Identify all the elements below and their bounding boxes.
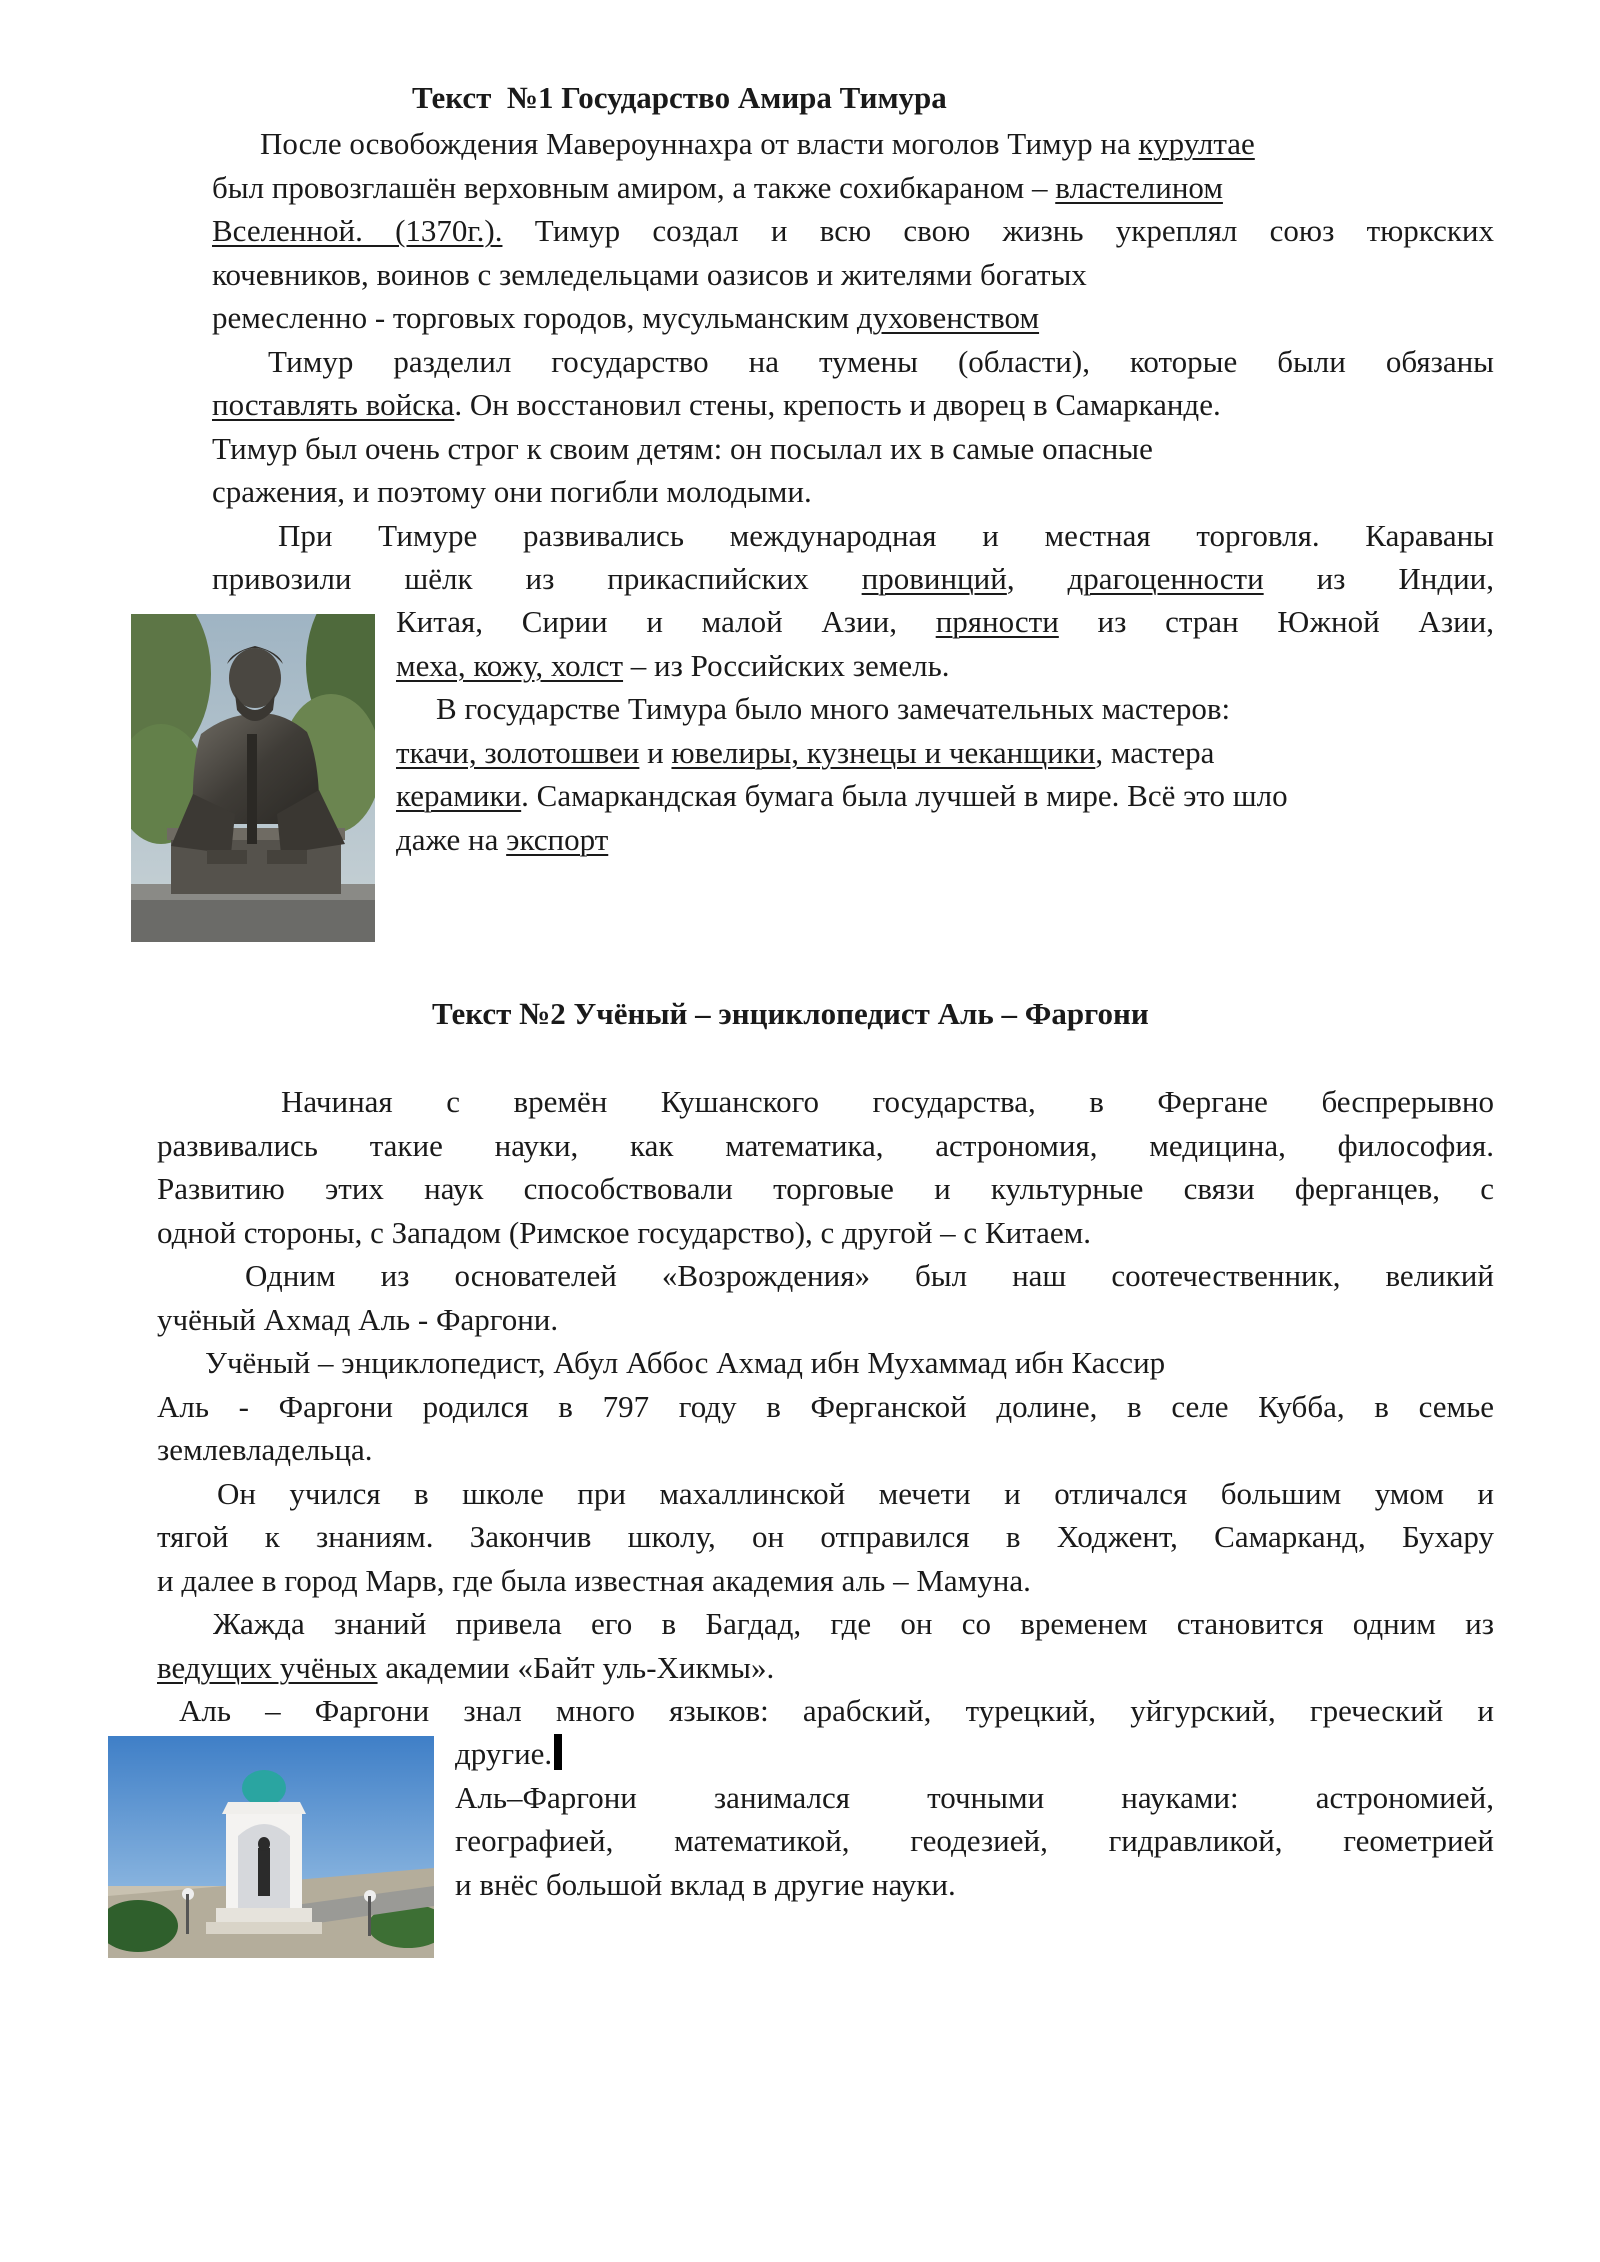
timur-statue-image bbox=[131, 614, 375, 942]
underlined-term: ткачи, золотошвеи bbox=[396, 734, 640, 770]
text-run: В государстве Тимура было много замечательных мастеров: bbox=[436, 691, 1231, 726]
text-run: из стран Южной Азии, bbox=[1058, 604, 1494, 639]
text1-body-side bbox=[396, 600, 1494, 861]
underlined-term: меха, кожу, холст bbox=[396, 647, 624, 683]
text-line bbox=[157, 1080, 1494, 1124]
text-run: учёный Ахмад Аль - Фаргони. bbox=[157, 1301, 559, 1337]
text-line bbox=[157, 1124, 1494, 1168]
text-run: и далее в город Марв, где была известная академия аль – Мамуна. bbox=[157, 1562, 1031, 1598]
text-line bbox=[396, 644, 1494, 688]
underlined-term: Вселенной. (1370г.). bbox=[212, 213, 503, 248]
text-run: и внёс большой вклад в другие науки. bbox=[455, 1866, 956, 1902]
text1-title: Текст №1 Государство Амира Тимура bbox=[412, 80, 947, 115]
text-run: – из Российских земель. bbox=[623, 647, 950, 683]
text-line bbox=[212, 296, 1494, 340]
text-run: Китая, Сирии и малой Азии, bbox=[396, 604, 936, 639]
al-fargoni-monument-icon bbox=[108, 1736, 434, 1958]
text-run: Развитию этих наук способствовали торговые и культурные связи ферганцев, с bbox=[157, 1171, 1494, 1206]
text-line bbox=[157, 1689, 1494, 1733]
text-run: и bbox=[639, 734, 672, 770]
text-run: из Индии, bbox=[1263, 561, 1495, 596]
text-line bbox=[157, 1385, 1494, 1429]
text-line bbox=[212, 470, 1494, 514]
underlined-term: пряности bbox=[935, 604, 1059, 639]
text-run: академии «Байт уль-Хикмы». bbox=[377, 1649, 775, 1685]
text-run: развивались такие науки, как математика, астрономия, медицина, философия. bbox=[157, 1127, 1494, 1163]
text2-title: Текст №2 Учёный – энциклопедист Аль – Фаргони bbox=[432, 996, 1149, 1031]
timur-monument-icon bbox=[131, 614, 375, 942]
text-line bbox=[396, 774, 1494, 818]
text-run: Учёный – энциклопедист, Абул Аббос Ахмад ибн Мухаммад ибн Кассир bbox=[205, 1345, 1166, 1380]
text2-body-top bbox=[157, 1080, 1494, 1733]
text-line bbox=[157, 1298, 1494, 1342]
text-run: Начиная с времён Кушанского государства, в Фергане беспрерывно bbox=[281, 1084, 1494, 1119]
underlined-term: провинций bbox=[861, 561, 1007, 596]
text-line bbox=[396, 600, 1494, 644]
text-line bbox=[157, 1341, 1494, 1385]
text-line bbox=[455, 1863, 1494, 1907]
underlined-term: ювелиры, кузнецы и чеканщики bbox=[671, 734, 1096, 770]
text-run: землевладельца. bbox=[157, 1432, 373, 1467]
text-cursor bbox=[554, 1734, 562, 1770]
text-line bbox=[212, 166, 1494, 210]
text-line bbox=[212, 557, 1494, 601]
text-line bbox=[212, 383, 1494, 427]
text-line bbox=[157, 1472, 1494, 1516]
text-line bbox=[212, 340, 1494, 384]
text-run: даже на bbox=[396, 821, 507, 857]
text-run: . Он восстановил стены, крепость и дворец в Самарканде. bbox=[454, 387, 1221, 422]
text-run: сражения, и поэтому они погибли молодыми. bbox=[212, 474, 812, 509]
text-line bbox=[157, 1167, 1494, 1211]
text-run: Аль–Фаргони занимался точными науками: астрономией, bbox=[455, 1779, 1494, 1815]
text-line bbox=[212, 427, 1494, 471]
text-run: тягой к знаниям. Закончив школу, он отправился в Ходжент, Самарканд, Бухару bbox=[157, 1519, 1494, 1554]
underlined-term: властелином bbox=[1055, 169, 1223, 205]
text-run: ремесленно - торговых городов, мусульманским bbox=[212, 300, 857, 335]
text-run: Жажда знаний привела его в Багдад, где он со временем становится одним из bbox=[213, 1606, 1494, 1641]
text-run: Тимур создал и всю свою жизнь укреплял союз тюркских bbox=[502, 213, 1495, 248]
text-run: При Тимуре развивались международная и местная торговля. Караваны bbox=[278, 517, 1494, 553]
text-run: Тимур был очень строг к своим детям: он посылал их в самые опасные bbox=[212, 430, 1153, 466]
text-run: Аль - Фаргони родился в 797 году в Ферганской долине, в селе Кубба, в семье bbox=[157, 1388, 1494, 1424]
text-line bbox=[396, 687, 1494, 731]
text-run: географией, математикой, геодезией, гидравликой, геометрией bbox=[455, 1823, 1494, 1858]
text-line bbox=[455, 1819, 1494, 1863]
text-run: Аль – Фаргони знал много языков: арабский, турецкий, уйгурский, греческий и bbox=[179, 1693, 1494, 1728]
text-line bbox=[212, 122, 1494, 166]
text-run: После освобождения Мавероуннахра от власти моголов Тимур на bbox=[260, 126, 1139, 161]
underlined-term: ведущих учёных bbox=[157, 1649, 378, 1685]
text-run: другие. bbox=[455, 1736, 553, 1771]
text-run: , мастера bbox=[1095, 734, 1215, 770]
underlined-term: экспорт bbox=[506, 821, 609, 857]
text-line bbox=[157, 1211, 1494, 1255]
fargoni-monument-image bbox=[108, 1736, 434, 1958]
underlined-term: курултае bbox=[1138, 126, 1255, 161]
underlined-term: поставлять войска bbox=[212, 387, 455, 422]
text-line bbox=[212, 253, 1494, 297]
text-line bbox=[157, 1559, 1494, 1603]
text-run: , bbox=[1006, 561, 1068, 596]
text-run: Одним из основателей «Возрождения» был наш соотечественник, великий bbox=[245, 1258, 1494, 1293]
text-run: одной стороны, с Западом (Римское государство), с другой – с Китаем. bbox=[157, 1214, 1092, 1250]
text-run: Тимур разделил государство на тумены (области), которые были обязаны bbox=[268, 343, 1494, 379]
underlined-term: керамики bbox=[396, 778, 522, 813]
text-line bbox=[396, 818, 1494, 862]
text-line bbox=[212, 209, 1494, 253]
text1-body-top bbox=[212, 122, 1494, 601]
text2-body-side bbox=[455, 1732, 1494, 1906]
text-run: Он учился в школе при махаллинской мечети и отличался большим умом и bbox=[217, 1475, 1494, 1511]
text-line bbox=[157, 1602, 1494, 1646]
text-run: привозили шёлк из прикаспийских bbox=[212, 561, 862, 596]
text-line bbox=[212, 514, 1494, 558]
text-line bbox=[157, 1646, 1494, 1690]
text-run: кочевников, воинов с земледельцами оазисов и жителями богатых bbox=[212, 256, 1087, 292]
underlined-term: драгоценности bbox=[1067, 561, 1264, 596]
underlined-term: духовенством bbox=[856, 300, 1040, 335]
text-line bbox=[455, 1732, 1494, 1776]
text-line bbox=[396, 731, 1494, 775]
text-run: . Самаркандская бумага была лучшей в мире. Всё это шло bbox=[521, 778, 1288, 813]
text-line bbox=[455, 1776, 1494, 1820]
text-line bbox=[157, 1428, 1494, 1472]
text-run: был провозглашён верховным амиром, а также сохибкараном – bbox=[212, 169, 1056, 205]
text-line bbox=[157, 1254, 1494, 1298]
text-line bbox=[157, 1515, 1494, 1559]
